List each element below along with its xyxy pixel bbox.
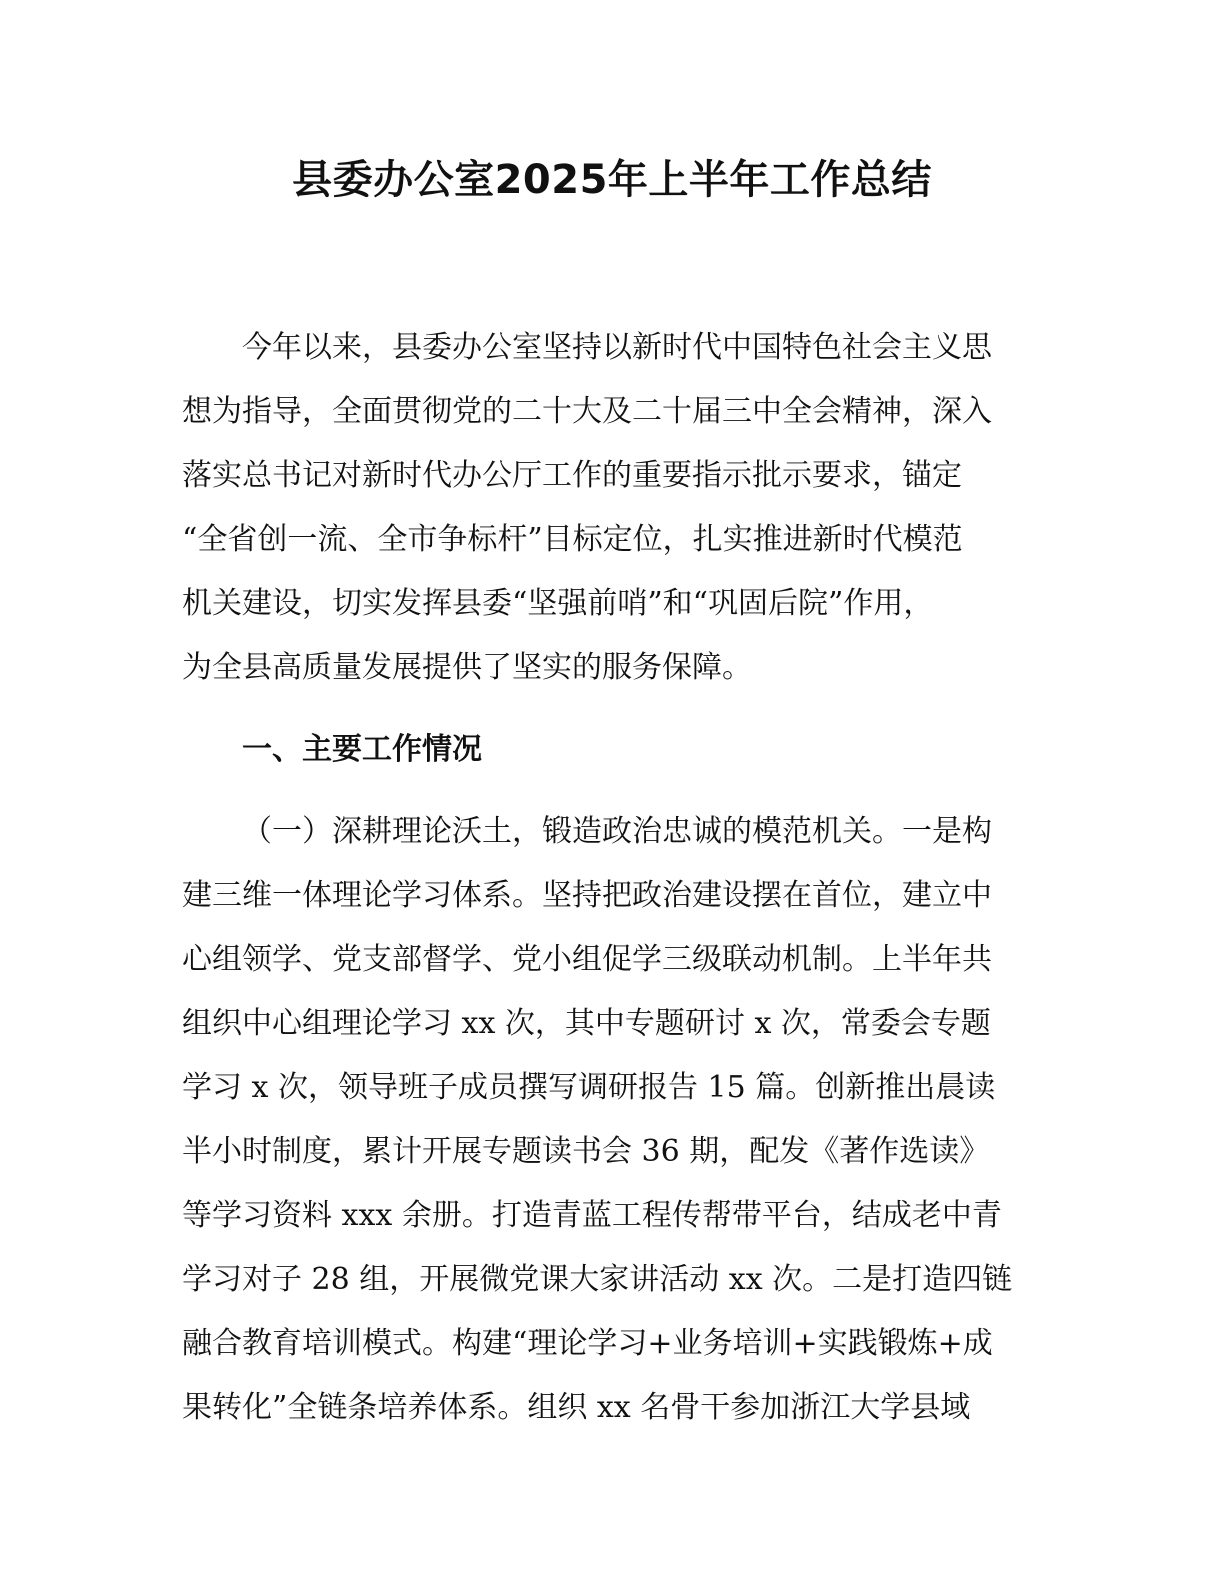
intro-line: 机关建设，切实发挥县委“坚强前哨”和“巩固后院”作用， [182, 586, 934, 621]
intro-line: 落实总书记对新时代办公厅工作的重要指示批示要求，锚定 [182, 458, 962, 493]
intro-line: “全省创一流、全市争标杆”目标定位，扎实推进新时代模范 [182, 522, 963, 557]
section-line: （一）深耕理论沃土，锻造政治忠诚的模范机关。一是构 [242, 814, 992, 849]
intro-line: 为全县高质量发展提供了坚实的服务保障。 [182, 650, 752, 685]
section-line: 组织中心组理论学习 xx 次，其中专题研讨 x 次，常委会专题 [182, 1006, 991, 1041]
intro-line: 今年以来，县委办公室坚持以新时代中国特色社会主义思 [242, 330, 992, 365]
intro-line: 想为指导，全面贯彻党的二十大及二十届三中全会精神，深入 [182, 394, 992, 429]
section-line: 等学习资料 xxx 余册。打造青蓝工程传帮带平台，结成老中青 [182, 1198, 1002, 1233]
section-paragraph [182, 800, 1040, 1440]
section-line: 半小时制度，累计开展专题读书会 36 期，配发《著作选读》 [182, 1134, 990, 1169]
section-line: 心组领学、党支部督学、党小组促学三级联动机制。上半年共 [182, 942, 992, 977]
intro-paragraph [182, 316, 1040, 700]
section-line: 融合教育培训模式。构建“理论学习+业务培训+实践锻炼+成 [182, 1326, 993, 1361]
section-line: 建三维一体理论学习体系。坚持把政治建设摆在首位，建立中 [182, 878, 992, 913]
document-title: 县委办公室2025年上半年工作总结 [292, 157, 932, 203]
section-line: 学习对子 28 组，开展微党课大家讲活动 xx 次。二是打造四链 [182, 1262, 1013, 1297]
section-line: 果转化”全链条培养体系。组织 xx 名骨干参加浙江大学县域 [182, 1390, 971, 1425]
section-heading: 一、主要工作情况 [242, 732, 482, 767]
section-line: 学习 x 次，领导班子成员撰写调研报告 15 篇。创新推出晨读 [182, 1070, 996, 1105]
